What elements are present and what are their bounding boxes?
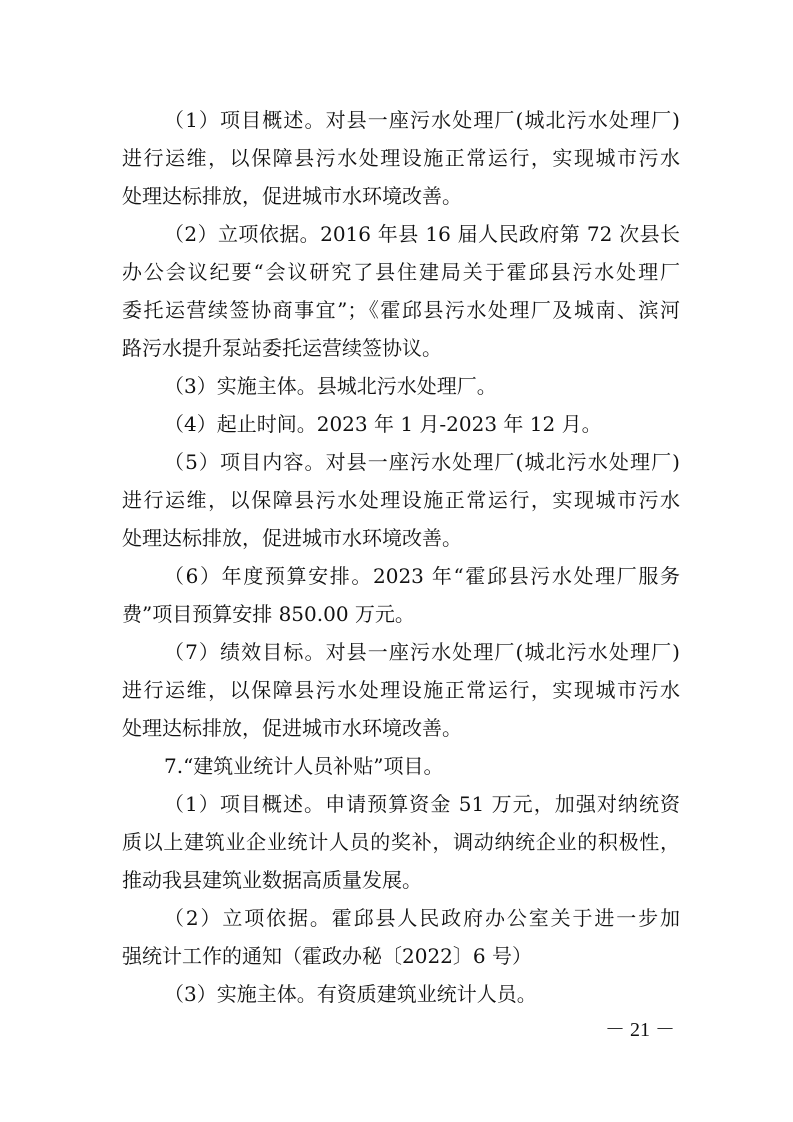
page-number: － 21 － — [605, 1019, 675, 1041]
text-line: （5）项目内容。对县一座污水处理厂(城北污水处理厂) — [164, 450, 680, 474]
text-line: （1）项目概述。对县一座污水处理厂(城北污水处理厂) — [164, 108, 680, 132]
text-line: （2）立项依据。霍邱县人民政府办公室关于进一步加 — [164, 906, 680, 930]
text-line: 质以上建筑业企业统计人员的奖补，调动纳统企业的积极性， — [122, 830, 680, 854]
text-line: （3）实施主体。有资质建筑业统计人员。 — [164, 982, 537, 1006]
text-line: 强统计工作的通知（霍政办秘〔2022〕6 号） — [122, 944, 532, 968]
text-line: 处理达标排放，促进城市水环境改善。 — [122, 526, 462, 550]
section-heading: 7.“建筑业统计人员补贴”项目。 — [164, 754, 444, 778]
text-line: 推动我县建筑业数据高质量发展。 — [122, 868, 422, 892]
text-line: 处理达标排放，促进城市水环境改善。 — [122, 184, 462, 208]
text-line: 进行运维，以保障县污水处理设施正常运行，实现城市污水 — [122, 488, 680, 512]
text-line: 进行运维，以保障县污水处理设施正常运行，实现城市污水 — [122, 678, 680, 702]
text-line: （7）绩效目标。对县一座污水处理厂(城北污水处理厂) — [164, 640, 680, 664]
text-line: 进行运维，以保障县污水处理设施正常运行，实现城市污水 — [122, 146, 680, 170]
text-line: 委托运营续签协商事宜”；《霍邱县污水处理厂及城南、滨河 — [122, 298, 680, 322]
text-line: （4）起止时间。2023 年 1 月-2023 年 12 月。 — [164, 412, 602, 436]
text-line: （1）项目概述。申请预算资金 51 万元，加强对纳统资 — [164, 792, 680, 816]
text-line: 路污水提升泵站委托运营续签协议。 — [122, 336, 442, 360]
text-line: （6）年度预算安排。2023 年“霍邱县污水处理厂服务 — [164, 564, 680, 588]
text-line: 处理达标排放，促进城市水环境改善。 — [122, 716, 462, 740]
text-line: 办公会议纪要“会议研究了县住建局关于霍邱县污水处理厂 — [122, 260, 680, 284]
text-line: （2）立项依据。2016 年县 16 届人民政府第 72 次县长 — [164, 222, 680, 246]
text-line: 费”项目预算安排 850.00 万元。 — [122, 602, 415, 626]
text-line: （3）实施主体。县城北污水处理厂。 — [164, 374, 497, 398]
